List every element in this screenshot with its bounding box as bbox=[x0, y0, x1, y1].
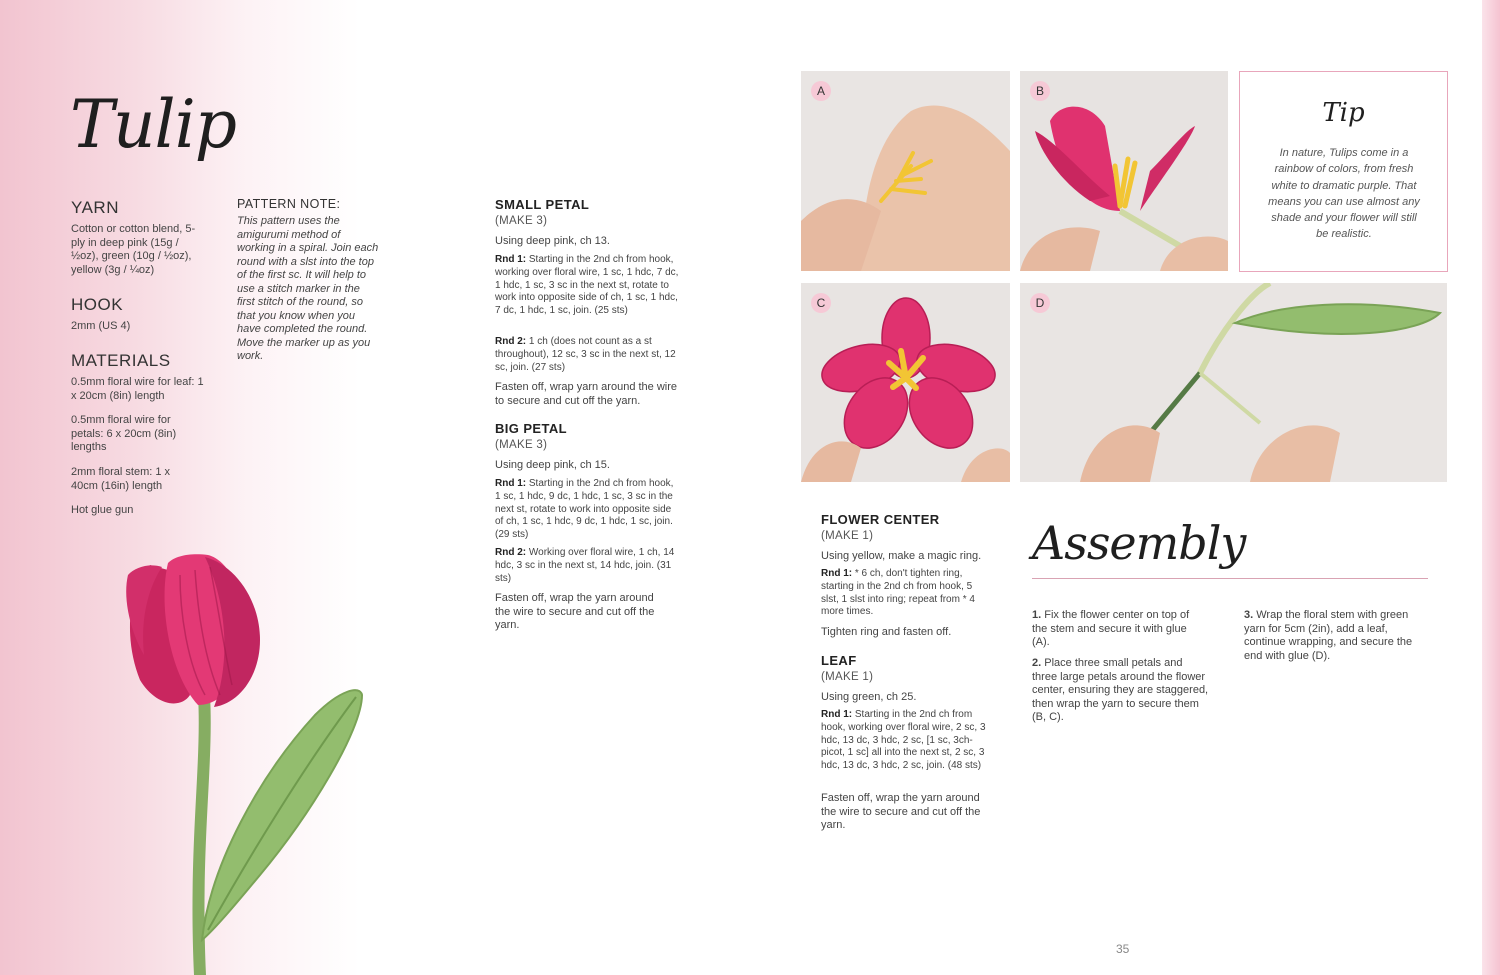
small-petal-rnd1 bbox=[495, 254, 680, 318]
materials-item: 2mm floral stem: 1 x 40cm (16in) length bbox=[71, 466, 171, 492]
photo-badge: D bbox=[1030, 293, 1050, 313]
leaf-heading: LEAF bbox=[821, 653, 857, 668]
page-title: Tulip bbox=[70, 86, 236, 163]
tip-text: In nature, Tulips come in a rainbow of colors, from fresh white to dramatic purple. That means you can use almost any shade and your flower will still be realistic. bbox=[1268, 147, 1420, 241]
photo-d bbox=[1020, 283, 1447, 482]
step-text: Fix the flower center on top of the stem and secure it with glue (A). bbox=[1032, 609, 1190, 648]
yarn-text: Cotton or cotton blend, 5-ply in deep pink (15g / ½oz), green (10g / ½oz), yellow (3g / ¼oz) bbox=[71, 223, 196, 276]
leaf-intro: Using green, ch 25. bbox=[821, 691, 917, 703]
photo-badge: A bbox=[811, 81, 831, 101]
round-label: Rnd 1: bbox=[821, 568, 853, 579]
big-petal-make: (MAKE 3) bbox=[495, 439, 548, 451]
leaf-finish: Fasten off, wrap the yarn around the wire to secure and cut off the yarn. bbox=[821, 792, 981, 831]
page-number: 35 bbox=[1116, 942, 1130, 956]
photo-badge: B bbox=[1030, 81, 1050, 101]
hook-text: 2mm (US 4) bbox=[71, 320, 131, 332]
round-label: Rnd 1: bbox=[495, 478, 527, 489]
leaf-make: (MAKE 1) bbox=[821, 671, 874, 683]
page-edge bbox=[1482, 0, 1500, 975]
flower-center-make: (MAKE 1) bbox=[821, 530, 874, 542]
round-text: * 6 ch, don't tighten ring, starting in the 2nd ch from hook, 5 slst, 1 slst into ring; repeat from * 4 more times. bbox=[821, 568, 975, 618]
hook-heading: HOOK bbox=[71, 295, 124, 314]
materials-item: 0.5mm floral wire for leaf: 1 x 20cm (8in) length bbox=[71, 376, 204, 402]
flower-center-rnd1 bbox=[821, 568, 981, 619]
flower-center-intro: Using yellow, make a magic ring. bbox=[821, 550, 982, 562]
tulip-photo bbox=[110, 545, 380, 975]
tulip-leaf bbox=[202, 690, 362, 940]
assembly-heading: Assembly bbox=[1032, 516, 1246, 570]
tip-box bbox=[1239, 71, 1448, 272]
materials-item: Hot glue gun bbox=[71, 504, 134, 516]
big-petal-intro: Using deep pink, ch 15. bbox=[495, 459, 610, 471]
flower-center-finish: Tighten ring and fasten off. bbox=[821, 626, 952, 638]
pattern-note-heading: PATTERN NOTE: bbox=[237, 197, 341, 211]
round-text: Starting in the 2nd ch from hook, working over floral wire, 2 sc, 3 hdc, 13 dc, 3 hdc, 2 sc, [1 sc, 3ch-picot, 1 sc] all into the next st, 2 sc, 3 hdc, 13 dc, 3 hdc, 2 sc, join. (48 sts) bbox=[821, 709, 986, 772]
assembly-step bbox=[1032, 609, 1192, 650]
step-text: Wrap the floral stem with green yarn for 5cm (2in), add a leaf, continue wrapping, and secure the end with glue (D). bbox=[1244, 609, 1413, 662]
step-text: Place three small petals and three large petals around the flower center, ensuring they are staggered, then wrap the yarn to secure them (B, C). bbox=[1032, 657, 1209, 723]
leaf-rnd1 bbox=[821, 709, 991, 773]
small-petal-heading: SMALL PETAL bbox=[495, 197, 590, 212]
photo-c bbox=[801, 283, 1010, 482]
step-number: 3. bbox=[1244, 609, 1254, 621]
photo-b bbox=[1020, 71, 1228, 271]
small-petal-make: (MAKE 3) bbox=[495, 215, 548, 227]
small-petal-intro: Using deep pink, ch 13. bbox=[495, 235, 610, 247]
round-label: Rnd 2: bbox=[495, 336, 527, 347]
materials-item: 0.5mm floral wire for petals: 6 x 20cm (8in) lengths bbox=[71, 414, 177, 453]
assembly-rule bbox=[1032, 578, 1428, 579]
flower-center-heading: FLOWER CENTER bbox=[821, 512, 940, 527]
photo-a bbox=[801, 71, 1010, 271]
round-text: Starting in the 2nd ch from hook, 1 sc, 1 hdc, 9 dc, 1 hdc, 1 sc, 3 sc in the next st, rotate to work into opposite side of ch, 1 sc, 1 hdc, 9 dc, 1 hdc, 1 sc, join. (29 sts) bbox=[495, 478, 674, 541]
round-text: 1 ch (does not count as a st throughout), 12 sc, 3 sc in the next st, 12 sc, join. (27 sts) bbox=[495, 336, 676, 373]
yarn-heading: YARN bbox=[71, 198, 119, 217]
round-label: Rnd 1: bbox=[821, 709, 853, 720]
assembly-step bbox=[1032, 657, 1210, 725]
pattern-note-text: This pattern uses the amigurumi method of working in a spiral. Join each round with a slst into the top of the first sc. It will help to use a stitch marker in the first stitch of the round, so that you know when you have completed the round. Move the marker up as you work. bbox=[237, 215, 379, 362]
photo-badge: C bbox=[811, 293, 831, 313]
step-number: 2. bbox=[1032, 657, 1042, 669]
tip-heading: Tip bbox=[1322, 98, 1365, 128]
round-label: Rnd 2: bbox=[495, 547, 527, 558]
materials-heading: MATERIALS bbox=[71, 351, 171, 370]
small-petal-rnd2 bbox=[495, 336, 677, 374]
round-text: Working over floral wire, 1 ch, 14 hdc, 3 sc in the next st, 14 hdc, join. (31 sts) bbox=[495, 547, 675, 584]
big-petal-finish: Fasten off, wrap the yarn around the wire to secure and cut off the yarn. bbox=[495, 592, 655, 631]
round-text: Starting in the 2nd ch from hook, working over floral wire, 1 sc, 1 hdc, 7 dc, 1 hdc, 1 sc, 3 sc in the next st, rotate to work into opposite side of ch, 1 sc, 1 hdc, 7 dc, 1 hdc, 1 sc, join. (25 sts) bbox=[495, 254, 679, 317]
step-number: 1. bbox=[1032, 609, 1042, 621]
big-petal-rnd1 bbox=[495, 478, 680, 542]
big-petal-heading: BIG PETAL bbox=[495, 421, 567, 436]
round-label: Rnd 1: bbox=[495, 254, 527, 265]
small-petal-finish: Fasten off, wrap yarn around the wire to secure and cut off the yarn. bbox=[495, 381, 678, 407]
assembly-step bbox=[1244, 609, 1429, 663]
big-petal-rnd2 bbox=[495, 547, 680, 585]
